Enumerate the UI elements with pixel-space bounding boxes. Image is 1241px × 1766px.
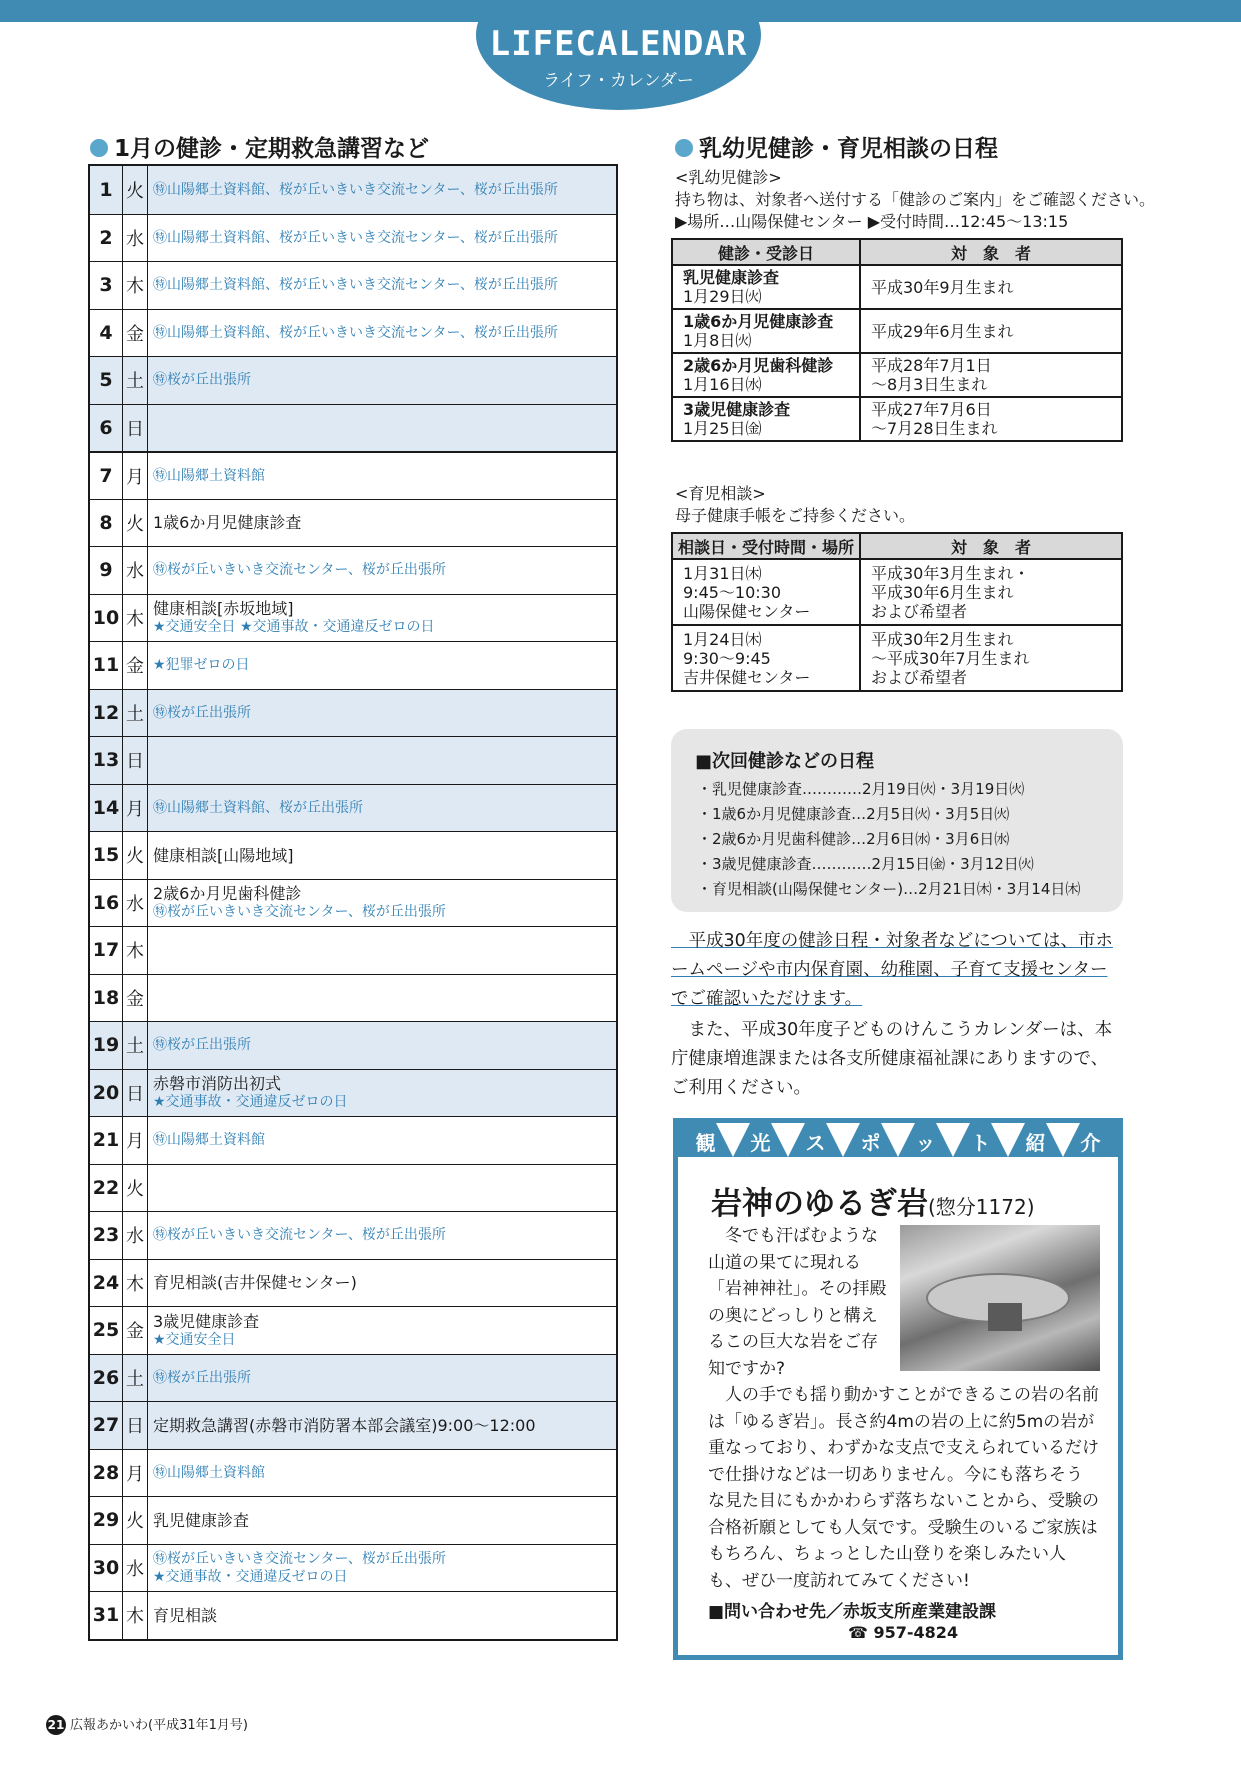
calendar-weekday: 火	[123, 832, 148, 879]
calendar-event: ㊕桜が丘いきいき交流センター、桜が丘出張所	[153, 904, 446, 921]
calendar-event: ㊕桜が丘いきいき交流センター、桜が丘出張所	[153, 1550, 446, 1567]
calendar-row	[90, 1496, 616, 1544]
calendar-weekday: 月	[123, 453, 148, 499]
calendar-row	[90, 831, 616, 879]
consult-header-info: 相談日・受付時間・場所	[672, 533, 860, 559]
banner-character: 光	[750, 1131, 771, 1155]
calendar-event: ㊕山陽郷土資料館	[153, 1132, 265, 1149]
calendar-row	[90, 1354, 616, 1402]
consult-subheading: <育児相談>	[675, 484, 766, 503]
calendar-events	[148, 737, 616, 784]
consult-info-line: 9:45～10:30	[683, 582, 782, 602]
consult-target-line: および希望者	[871, 601, 968, 621]
calendar-row	[90, 1544, 616, 1592]
next-schedule-item: ・3歳児健康診査…………2月15日㈮・3月12日㈫	[697, 855, 1034, 873]
calendar-event: 健康相談[山陽地域]	[153, 845, 294, 865]
calendar-events	[148, 1592, 616, 1639]
calendar-row	[90, 1069, 616, 1117]
checkup-target	[860, 353, 1122, 397]
calendar-row	[90, 499, 616, 547]
next-schedule-item: ・乳児健康診査…………2月19日㈫・3月19日㈫	[697, 780, 1025, 798]
calendar-event: ㊕山陽郷土資料館、桜が丘いきいき交流センター、桜が丘出張所	[153, 324, 558, 341]
next-schedule-title: ■次回健診などの日程	[695, 751, 875, 772]
calendar-weekday: 月	[123, 785, 148, 832]
consult-info-line: 1月24日㈭	[683, 629, 762, 649]
calendar-weekday: 日	[123, 405, 148, 452]
calendar-row	[90, 546, 616, 594]
calendar-day: 19	[90, 1022, 123, 1069]
calendar-event: 乳児健康診査	[153, 1510, 250, 1530]
calendar-events	[148, 1117, 616, 1164]
calendar-event: ㊕桜が丘出張所	[153, 704, 251, 721]
calendar-row	[90, 1449, 616, 1497]
calendar-weekday: 木	[123, 262, 148, 309]
infant-subheading: <乳幼児健診>	[675, 168, 782, 187]
checkup-date: 1月16日㈬	[683, 375, 762, 394]
calendar-events	[148, 1070, 616, 1117]
calendar-day: 11	[90, 642, 123, 689]
consult-target	[860, 559, 1122, 625]
calendar-weekday: 火	[123, 500, 148, 547]
calendar-weekday: 水	[123, 215, 148, 262]
calendar-event: ㊕山陽郷土資料館、桜が丘いきいき交流センター、桜が丘出張所	[153, 229, 558, 246]
checkup-target-line: ～8月3日生まれ	[871, 375, 988, 394]
checkup-row	[672, 353, 1122, 397]
calendar-events	[148, 1355, 616, 1402]
calendar-day: 6	[90, 405, 123, 452]
calendar-events	[148, 927, 616, 974]
calendar-weekday: 火	[123, 1165, 148, 1212]
consult-info	[672, 559, 860, 625]
calendar-events	[148, 1545, 616, 1592]
consult-info-line: 山陽保健センター	[683, 601, 811, 621]
calendar-events	[148, 215, 616, 262]
calendar-day: 31	[90, 1592, 123, 1639]
calendar-weekday: 日	[123, 737, 148, 784]
calendar-day: 9	[90, 547, 123, 594]
calendar-day: 18	[90, 975, 123, 1022]
checkup-row	[672, 397, 1122, 441]
calendar-events	[148, 357, 616, 404]
footer	[46, 1714, 248, 1735]
calendar-row	[90, 689, 616, 737]
calendar-day: 29	[90, 1497, 123, 1544]
consult-header-target: 対 象 者	[860, 533, 1122, 559]
page-subtitle: ライフ・カレンダー	[543, 71, 694, 91]
calendar-event: ★交通安全日	[153, 1331, 236, 1348]
calendar-event: 2歳6か月児歯科健診	[153, 884, 302, 904]
calendar-weekday: 木	[123, 1592, 148, 1639]
calendar-event: ★交通安全日 ★交通事故・交通違反ゼロの日	[153, 619, 435, 636]
calendar-day: 23	[90, 1212, 123, 1259]
calendar-event: ㊕桜が丘出張所	[153, 1369, 251, 1386]
calendar-weekday: 水	[123, 1545, 148, 1592]
calendar-day: 25	[90, 1307, 123, 1354]
bullet-dot-icon	[675, 139, 693, 157]
calendar-event: 3歳児健康診査	[153, 1311, 260, 1331]
calendar-row	[90, 309, 616, 357]
spot-phone: ☎ 957-4824	[848, 1623, 959, 1642]
calendar-row	[90, 594, 616, 642]
calendar-row	[90, 926, 616, 974]
calendar-row	[90, 784, 616, 832]
banner-character: ス	[805, 1131, 826, 1155]
checkup-name: 乳児健康診査	[683, 268, 780, 287]
calendar-weekday: 火	[123, 1497, 148, 1544]
consult-target-line: 平成30年6月生まれ	[871, 582, 1014, 602]
calendar-event: 育児相談(吉井保健センター)	[153, 1273, 357, 1293]
calendar-row	[90, 1306, 616, 1354]
checkup-name: 2歳6か月児歯科健診	[683, 356, 834, 375]
checkup-header-target: 対 象 者	[860, 239, 1122, 265]
calendar-event: ★犯罪ゼロの日	[153, 657, 250, 674]
checkup-target-line: 平成28年7月1日	[871, 356, 992, 375]
page-title: LIFECALENDAR	[489, 24, 748, 64]
checkup-target-line: 平成27年7月6日	[871, 400, 992, 419]
consult-info	[672, 625, 860, 691]
calendar-events	[148, 262, 616, 309]
consult-info-line: 吉井保健センター	[683, 667, 811, 687]
calendar-weekday: 木	[123, 595, 148, 642]
calendar-day: 30	[90, 1545, 123, 1592]
calendar-events	[148, 832, 616, 879]
calendar-weekday: 月	[123, 1117, 148, 1164]
calendar-event: ★交通事故・交通違反ゼロの日	[153, 1568, 348, 1585]
calendar-row	[90, 404, 616, 452]
calendar-row	[90, 974, 616, 1022]
calendar-row	[90, 1211, 616, 1259]
calendar-row	[90, 879, 616, 927]
calendar-row	[90, 1259, 616, 1307]
calendar-weekday: 日	[123, 1402, 148, 1449]
calendar-day: 4	[90, 310, 123, 357]
checkup-row	[672, 309, 1122, 353]
checkup-date: 1月25日㈮	[683, 419, 762, 438]
calendar-day: 14	[90, 785, 123, 832]
consult-target-line: 平成30年3月生まれ・	[871, 563, 1030, 583]
tourist-spot-banner	[678, 1123, 1118, 1157]
next-schedule-item: ・育児相談(山陽保健センター)…2月21日㈭・3月14日㈭	[697, 880, 1081, 898]
checkup-name: 3歳児健康診査	[683, 400, 791, 419]
calendar-weekday: 土	[123, 1022, 148, 1069]
checkup-name: 1歳6か月児健康診査	[683, 312, 834, 331]
checkup-target	[860, 309, 1122, 353]
checkup-table	[671, 238, 1123, 442]
calendar-events	[148, 310, 616, 357]
next-schedule-list	[697, 777, 1080, 902]
calendar-weekday: 水	[123, 1212, 148, 1259]
calendar-events	[148, 642, 616, 689]
calendar-row	[90, 641, 616, 689]
page-number: 21	[46, 1715, 66, 1735]
checkup-target-line: 平成29年6月生まれ	[871, 321, 1014, 341]
calendar-day: 2	[90, 215, 123, 262]
calendar-events	[148, 1165, 616, 1212]
calendar-row	[90, 356, 616, 404]
calendar-events	[148, 785, 616, 832]
calendar-weekday: 土	[123, 1355, 148, 1402]
spot-description: 冬でも汗ばむような山道の果てに現れる「岩神神社」。その拝殿の奥にどっしりと構えるこの巨大な岩をご存知ですか? 人の手でも揺り動かすことができるこの岩の名前は「ゆるぎ岩」。長さ約4mの岩の上に約5mの岩が重なっており、わずかな支点で支えられているだけで仕掛けなどは一切ありません。今にも落ちそうな見た目にもかかわらず落ちないことから、受験の合格祈願としても人気です。受験生のいるご家族はもちろん、ちょっとした山登りを楽しみたい人も、ぜひ一度訪れてみてください!	[708, 1226, 1099, 1591]
calendar-row	[90, 1401, 616, 1449]
calendar-events	[148, 880, 616, 927]
checkup-target	[860, 265, 1122, 309]
calendar-event: 1歳6か月児健康診査	[153, 513, 302, 533]
calendar-day: 10	[90, 595, 123, 642]
calendar-event: ㊕山陽郷土資料館、桜が丘いきいき交流センター、桜が丘出張所	[153, 277, 558, 294]
calendar-events	[148, 1022, 616, 1069]
next-schedule-box	[671, 729, 1123, 912]
calendar-day: 27	[90, 1402, 123, 1449]
consult-target-line: 平成30年2月生まれ	[871, 629, 1014, 649]
checkup-name-date	[672, 265, 860, 309]
banner-character: 観	[695, 1131, 716, 1155]
calendar-day: 1	[90, 166, 123, 214]
calendar-day: 7	[90, 453, 123, 499]
calendar-info-paragraph: また、平成30年度子どものけんこうカレンダーは、本庁健康増進課または各支所健康福祉課にありますので、ご利用ください。	[671, 1020, 1113, 1098]
calendar-day: 21	[90, 1117, 123, 1164]
calendar-event: ㊕山陽郷土資料館、桜が丘いきいき交流センター、桜が丘出張所	[153, 181, 558, 198]
calendar-weekday: 水	[123, 880, 148, 927]
banner-character: 介	[1080, 1131, 1101, 1155]
checkup-row	[672, 265, 1122, 309]
calendar-weekday: 金	[123, 1307, 148, 1354]
calendar-day: 17	[90, 927, 123, 974]
calendar-row	[90, 1116, 616, 1164]
calendar-row	[90, 1164, 616, 1212]
calendar-weekday: 金	[123, 975, 148, 1022]
checkup-header-date: 健診・受診日	[672, 239, 860, 265]
consult-table	[671, 532, 1123, 692]
calendar-day: 24	[90, 1260, 123, 1307]
calendar-row	[90, 166, 616, 214]
banner-character: 紹	[1025, 1131, 1046, 1155]
calendar-event: 健康相談[赤坂地域]	[153, 599, 294, 619]
calendar-title: 1月の健診・定期救急講習など	[90, 130, 429, 163]
consult-note: 母子健康手帳をご持参ください。	[675, 506, 916, 525]
calendar-events	[148, 1212, 616, 1259]
banner-character: ト	[970, 1131, 991, 1155]
consult-target	[860, 625, 1122, 691]
spot-title: 岩神のゆるぎ岩(惣分1172)	[711, 1186, 1035, 1222]
calendar-events	[148, 453, 616, 499]
schedule-info-paragraph: 平成30年度の健診日程・対象者などについては、市ホームページや市内保育園、幼稚園、子育て支援センターでご確認いただけます。	[671, 931, 1113, 1009]
calendar-events	[148, 1402, 616, 1449]
banner-character: ッ	[915, 1131, 936, 1155]
consult-row	[672, 625, 1122, 691]
calendar-weekday: 火	[123, 166, 148, 214]
calendar-event: ㊕桜が丘いきいき交流センター、桜が丘出張所	[153, 562, 446, 579]
checkup-target	[860, 397, 1122, 441]
calendar-weekday: 土	[123, 690, 148, 737]
checkup-date: 1月29日㈫	[683, 287, 762, 306]
calendar-event: ㊕桜が丘いきいき交流センター、桜が丘出張所	[153, 1227, 446, 1244]
calendar-day: 22	[90, 1165, 123, 1212]
banner-character: ポ	[860, 1131, 881, 1155]
calendar-row	[90, 451, 616, 499]
calendar-weekday: 金	[123, 310, 148, 357]
calendar-day: 16	[90, 880, 123, 927]
calendar-weekday: 水	[123, 547, 148, 594]
tourist-spot-box	[673, 1118, 1123, 1660]
calendar-events	[148, 1450, 616, 1497]
checkup-target-line: 平成30年9月生まれ	[871, 277, 1014, 297]
calendar-weekday: 土	[123, 357, 148, 404]
calendar-row	[90, 1591, 616, 1639]
bullet-dot-icon	[90, 139, 108, 157]
calendar-weekday: 金	[123, 642, 148, 689]
calendar-day: 13	[90, 737, 123, 784]
calendar-events	[148, 975, 616, 1022]
calendar-event: ㊕桜が丘出張所	[153, 372, 251, 389]
checkup-name-date	[672, 397, 860, 441]
calendar-event: 育児相談	[153, 1605, 218, 1625]
consult-target-line: ～平成30年7月生まれ	[871, 648, 1030, 668]
calendar-event: ★交通事故・交通違反ゼロの日	[153, 1094, 348, 1111]
calendar-events	[148, 1497, 616, 1544]
calendar-row	[90, 1021, 616, 1069]
calendar-events	[148, 1260, 616, 1307]
calendar-day: 28	[90, 1450, 123, 1497]
publication-name: 広報あかいわ(平成31年1月号)	[70, 1718, 248, 1733]
infant-place-time: ▶場所…山陽保健センター ▶受付時間…12:45～13:15	[675, 212, 1069, 231]
checkup-date: 1月8日㈫	[683, 331, 752, 350]
consult-info-line: 9:30～9:45	[683, 648, 771, 668]
calendar-day: 8	[90, 500, 123, 547]
next-schedule-item: ・1歳6か月児健康診査…2月5日㈫・3月5日㈫	[697, 805, 1010, 823]
calendar-row	[90, 261, 616, 309]
calendar-table	[88, 164, 618, 1641]
next-schedule-item: ・2歳6か月児歯科健診…2月6日㈬・3月6日㈬	[697, 830, 1010, 848]
calendar-events	[148, 166, 616, 214]
calendar-weekday: 月	[123, 1450, 148, 1497]
infant-title: 乳幼児健診・育児相談の日程	[675, 130, 998, 163]
infant-note: 持ち物は、対象者へ送付する「健診のご案内」をご確認ください。	[675, 190, 1156, 209]
calendar-event: 赤磐市消防出初式	[153, 1074, 282, 1094]
calendar-events	[148, 500, 616, 547]
checkup-target-line: ～7月28日生まれ	[871, 419, 998, 438]
calendar-weekday: 木	[123, 1260, 148, 1307]
calendar-events	[148, 547, 616, 594]
calendar-day: 12	[90, 690, 123, 737]
calendar-row	[90, 214, 616, 262]
calendar-day: 20	[90, 1070, 123, 1117]
calendar-event: ㊕山陽郷土資料館、桜が丘出張所	[153, 799, 363, 816]
calendar-events	[148, 405, 616, 452]
calendar-event: ㊕山陽郷土資料館	[153, 467, 265, 484]
calendar-events	[148, 595, 616, 642]
checkup-name-date	[672, 309, 860, 353]
calendar-weekday: 日	[123, 1070, 148, 1117]
calendar-event: ㊕桜が丘出張所	[153, 1037, 251, 1054]
checkup-name-date	[672, 353, 860, 397]
calendar-events	[148, 690, 616, 737]
spot-contact: ■問い合わせ先／赤坂支所産業建設課	[708, 1602, 997, 1622]
calendar-day: 5	[90, 357, 123, 404]
consult-row	[672, 559, 1122, 625]
calendar-event: ㊕山陽郷土資料館	[153, 1464, 265, 1481]
calendar-events	[148, 1307, 616, 1354]
calendar-weekday: 木	[123, 927, 148, 974]
calendar-day: 3	[90, 262, 123, 309]
spot-photo	[900, 1225, 1100, 1371]
calendar-day: 26	[90, 1355, 123, 1402]
calendar-day: 15	[90, 832, 123, 879]
consult-info-line: 1月31日㈭	[683, 563, 762, 583]
calendar-row	[90, 736, 616, 784]
calendar-event: 定期救急講習(赤磐市消防署本部会議室)9:00～12:00	[153, 1415, 536, 1435]
consult-target-line: および希望者	[871, 667, 968, 687]
